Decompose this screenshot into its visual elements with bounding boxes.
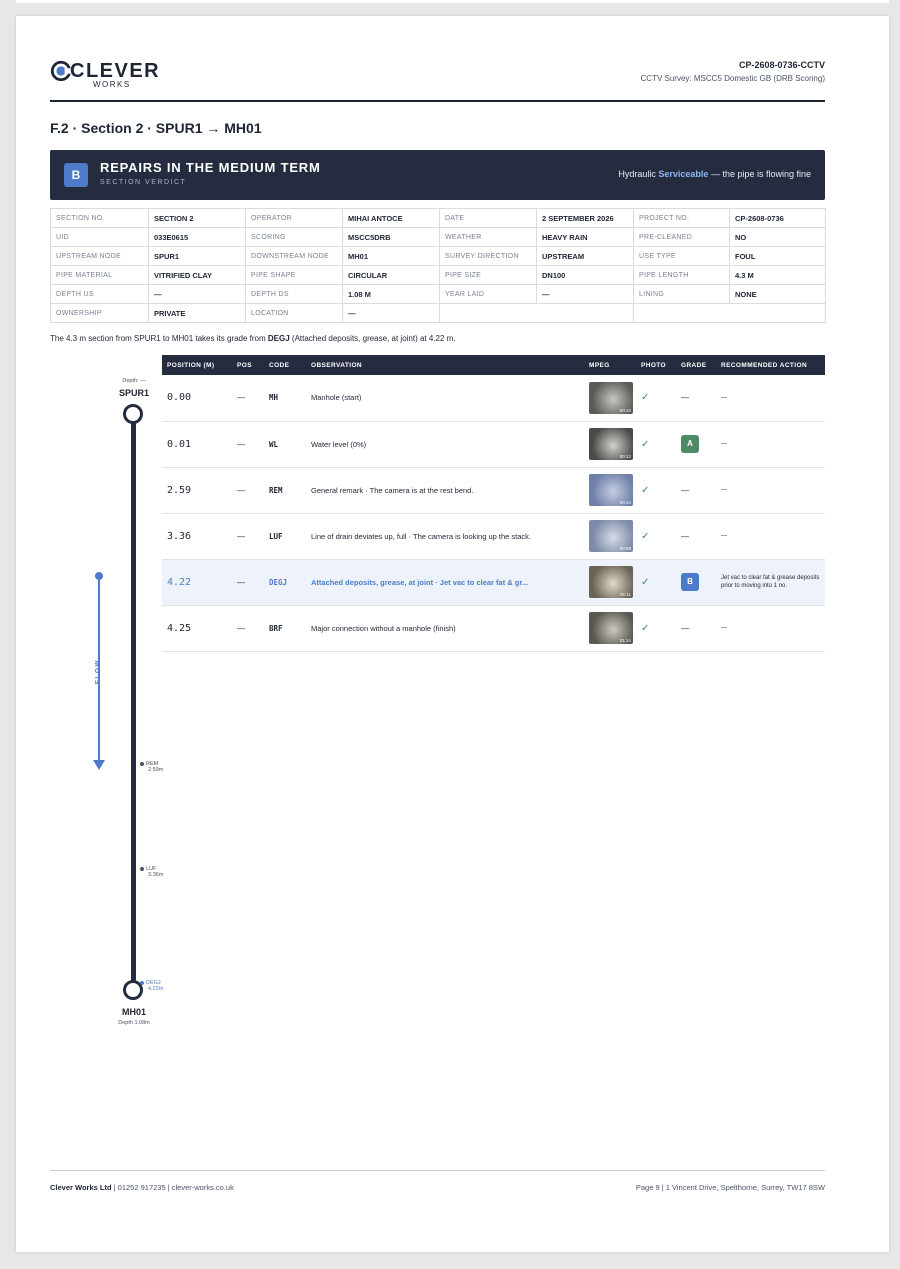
grade-badge: A: [681, 435, 699, 453]
thumbnail-timestamp: 01:11: [620, 592, 631, 597]
hydraulic-highlight: Serviceable: [658, 169, 709, 179]
observations-header-cell: MPEG: [584, 355, 636, 375]
downstream-depth: Depth 1.08m: [118, 1020, 150, 1026]
info-key: YEAR LAID: [440, 285, 537, 304]
info-value: 033E0615: [149, 228, 246, 247]
observation-mpeg-cell[interactable]: [584, 605, 636, 651]
observation-grade: [676, 513, 716, 559]
info-row: [51, 304, 826, 323]
grade-badge: B: [681, 573, 699, 591]
observation-clock-pos: —: [232, 421, 264, 467]
observation-grade: [676, 421, 716, 467]
observation-text: Water level (0%): [306, 421, 584, 467]
downstream-node-label: MH01: [121, 1007, 146, 1017]
observation-clock-pos: —: [232, 605, 264, 651]
observation-code: LUF: [264, 513, 306, 559]
report-header: [50, 44, 825, 104]
observation-photo: [636, 559, 676, 605]
observations-header-cell: RECOMMENDED ACTION: [716, 355, 825, 375]
observation-photo: [636, 421, 676, 467]
info-value: UPSTREAM: [537, 247, 634, 266]
observation-photo: [636, 467, 676, 513]
document-subtitle: CCTV Survey: MSCC5 Domestic GB (DRB Scoring): [640, 74, 825, 83]
footer-company: [50, 1183, 234, 1192]
observation-code: BRF: [264, 605, 306, 651]
observations-header-cell: OBSERVATION: [306, 355, 584, 375]
document-reference: CP-2608-0736-CCTV: [738, 60, 825, 70]
info-empty-cell: [440, 304, 634, 323]
observations-header-cell: PHOTO: [636, 355, 676, 375]
info-key: PRE-CLEANED: [634, 228, 730, 247]
section-info-grid: [50, 208, 826, 323]
observation-clock-pos: —: [232, 559, 264, 605]
verdict-grade-badge: B: [64, 163, 88, 187]
logo-subtext: WORKS: [93, 80, 131, 89]
section-verdict-banner: [50, 150, 825, 200]
observation-grade: [676, 375, 716, 421]
observation-mpeg-cell[interactable]: [584, 467, 636, 513]
observation-grade: [676, 467, 716, 513]
observation-action: —: [716, 421, 825, 467]
pipe-line: [131, 412, 136, 982]
grade-empty: —: [681, 531, 689, 541]
info-key: PIPE MATERIAL: [51, 266, 149, 285]
observation-position: 3.36: [162, 513, 232, 559]
info-value: SECTION 2: [149, 209, 246, 228]
grade-empty: —: [681, 393, 689, 403]
info-key: UPSTREAM NODE: [51, 247, 149, 266]
footer-company-name: Clever Works Ltd: [50, 1183, 112, 1192]
info-key: DEPTH DS: [246, 285, 343, 304]
observation-text: General remark · The camera is at the rest bend.: [306, 467, 584, 513]
observation-action: —: [716, 467, 825, 513]
marker-dist: 2.59m: [148, 767, 164, 773]
clever-works-logo-icon: [50, 60, 72, 82]
footer-divider: [50, 1170, 825, 1171]
observation-mpeg-cell[interactable]: [584, 421, 636, 467]
observation-action: —: [716, 375, 825, 421]
pipe-marker-luf: [140, 866, 163, 878]
observation-text: Major connection without a manhole (finish): [306, 605, 584, 651]
info-key: WEATHER: [440, 228, 537, 247]
observation-clock-pos: —: [232, 513, 264, 559]
thumbnail-timestamp: 01:14: [619, 638, 631, 643]
observations-header-cell: POSITION (M): [162, 355, 232, 375]
cctv-thumbnail[interactable]: [589, 520, 633, 552]
marker-dist: 3.36m: [148, 872, 164, 878]
info-value: PRIVATE: [149, 304, 246, 323]
observation-code: MH: [264, 375, 306, 421]
observation-position: 4.25: [162, 605, 232, 651]
section-title: F.2 · Section 2 · SPUR1 → MH01: [50, 120, 262, 136]
info-key: PIPE SHAPE: [246, 266, 343, 285]
hydraulic-prefix: Hydraulic: [618, 169, 656, 179]
marker-dot-icon: [140, 981, 144, 985]
check-icon: ✓: [641, 622, 650, 634]
info-value: —: [149, 285, 246, 304]
check-icon: ✓: [641, 576, 650, 588]
info-key: SECTION NO.: [51, 209, 149, 228]
footer-page-address: Page 9 | 1 Vincent Drive, Spelthorne, Surrey, TW17 8SW: [635, 1183, 825, 1192]
observation-mpeg-cell[interactable]: [584, 375, 636, 421]
hydraulic-suffix: — the pipe is flowing fine: [710, 169, 811, 179]
observation-code: DEGJ: [264, 559, 306, 605]
observation-action: —: [716, 513, 825, 559]
observation-clock-pos: —: [232, 375, 264, 421]
header-divider: [50, 100, 825, 102]
observation-row: [162, 467, 825, 513]
info-key: DEPTH US: [51, 285, 149, 304]
thumbnail-timestamp: 00:58: [619, 546, 631, 551]
company-logo: [50, 58, 180, 92]
summary-code: DEGJ: [267, 334, 290, 343]
info-key: DOWNSTREAM NODE: [246, 247, 343, 266]
observation-row: [162, 421, 825, 467]
info-key: PIPE LENGTH: [634, 266, 730, 285]
info-key: USE TYPE: [634, 247, 730, 266]
marker-dot-icon: [140, 762, 144, 766]
observation-grade: [676, 559, 716, 605]
info-key: LINING: [634, 285, 730, 304]
observations-header-cell: GRADE: [676, 355, 716, 375]
observation-position: 0.01: [162, 421, 232, 467]
info-row: [51, 266, 826, 285]
observation-row: [162, 513, 825, 559]
info-value: 2 SEPTEMBER 2026: [537, 209, 634, 228]
info-value: MH01: [343, 247, 440, 266]
marker-code: REM: [146, 761, 159, 767]
upstream-node-label: SPUR1: [118, 388, 149, 398]
marker-code: LUF: [146, 866, 157, 872]
info-key: OWNERSHIP: [51, 304, 149, 323]
cctv-thumbnail[interactable]: [589, 566, 633, 598]
observation-row: [162, 605, 825, 651]
info-value: —: [537, 285, 634, 304]
observation-photo: [636, 375, 676, 421]
observation-action: —: [716, 605, 825, 651]
info-key: SURVEY DIRECTION: [440, 247, 537, 266]
observation-row: [162, 559, 825, 605]
pipe-marker-rem: [140, 761, 163, 773]
observation-row: [162, 375, 825, 421]
marker-code: DEGJ: [146, 980, 161, 986]
thumbnail-timestamp: 00:10: [619, 407, 631, 413]
info-row: [51, 285, 826, 304]
check-icon: ✓: [641, 438, 650, 450]
info-row: [51, 247, 826, 266]
info-row: [51, 209, 826, 228]
check-icon: ✓: [641, 484, 650, 496]
info-key: SCORING: [246, 228, 343, 247]
grade-empty: —: [681, 623, 689, 633]
observation-text: Attached deposits, grease, at joint · Jet vac to clear fat & gr...: [306, 559, 584, 605]
info-value: SPUR1: [149, 247, 246, 266]
observation-text: Manhole (start): [306, 375, 584, 421]
info-value: NO: [730, 228, 826, 247]
observation-code: REM: [264, 467, 306, 513]
section-summary: [50, 334, 456, 343]
pipe-marker-degj: [140, 980, 163, 992]
info-value: FOUL: [730, 247, 826, 266]
observation-position: 2.59: [162, 467, 232, 513]
observation-mpeg-cell[interactable]: [584, 513, 636, 559]
thumbnail-timestamp: 00:12: [619, 454, 631, 459]
info-key: PROJECT NO.: [634, 209, 730, 228]
marker-dot-icon: [140, 867, 144, 871]
observations-header-cell: CODE: [264, 355, 306, 375]
info-key: DATE: [440, 209, 537, 228]
cctv-thumbnail[interactable]: [589, 474, 633, 506]
info-key: PIPE SIZE: [440, 266, 537, 285]
info-value: VITRIFIED CLAY: [149, 266, 246, 285]
observation-mpeg-cell[interactable]: [584, 559, 636, 605]
verdict-title: REPAIRS IN THE MEDIUM TERM: [100, 160, 321, 175]
upstream-depth: Depth: —: [122, 378, 146, 384]
info-key: LOCATION: [246, 304, 343, 323]
observation-clock-pos: —: [232, 467, 264, 513]
info-value: CP-2608-0736: [730, 209, 826, 228]
observations-header-cell: POS: [232, 355, 264, 375]
flow-label: FLOW: [94, 658, 102, 685]
logo-text: CLEVER: [70, 60, 161, 82]
cctv-thumbnail[interactable]: [589, 612, 633, 644]
info-value: MSCC5DRB: [343, 228, 440, 247]
check-icon: ✓: [641, 530, 650, 542]
observation-photo: [636, 605, 676, 651]
grade-empty: —: [681, 485, 689, 495]
info-key: UID: [51, 228, 149, 247]
flow-arrow-icon: [93, 760, 105, 770]
info-value: —: [343, 304, 440, 323]
cctv-thumbnail[interactable]: [589, 382, 633, 414]
check-icon: ✓: [641, 392, 650, 404]
verdict-subtitle: SECTION VERDICT: [100, 179, 187, 186]
thumbnail-timestamp: 00:44: [619, 500, 631, 505]
info-value: HEAVY RAIN: [537, 228, 634, 247]
info-value: CIRCULAR: [343, 266, 440, 285]
info-value: 4.3 M: [730, 266, 826, 285]
observation-action: Jet vac to clear fat & grease deposits prior to moving into 1 no.: [716, 559, 825, 605]
observations-table: [162, 355, 825, 652]
observation-text: Line of drain deviates up, full · The camera is looking up the stack.: [306, 513, 584, 559]
info-value: MIHAI ANTOCE: [343, 209, 440, 228]
observation-code: WL: [264, 421, 306, 467]
upstream-node-icon: [123, 404, 143, 424]
info-value: 1.08 M: [343, 285, 440, 304]
cctv-thumbnail[interactable]: [589, 428, 633, 460]
observation-position: 0.00: [162, 375, 232, 421]
summary-suffix: (Attached deposits, grease, at joint) at 4.22 m.: [291, 334, 456, 343]
marker-dist: 4.22m: [148, 986, 164, 992]
info-row: [51, 228, 826, 247]
info-value: DN100: [537, 266, 634, 285]
observation-position: 4.22: [162, 559, 232, 605]
hydraulic-status: [618, 169, 811, 179]
info-key: OPERATOR: [246, 209, 343, 228]
footer-contact: | 01252 917235 | clever-works.co.uk: [113, 1183, 234, 1192]
observation-photo: [636, 513, 676, 559]
info-value: NONE: [730, 285, 826, 304]
info-empty-cell: [634, 304, 826, 323]
observation-grade: [676, 605, 716, 651]
page-top-strip: [16, 0, 889, 3]
summary-prefix: The 4.3 m section from SPUR1 to MH01 takes its grade from: [50, 334, 266, 343]
